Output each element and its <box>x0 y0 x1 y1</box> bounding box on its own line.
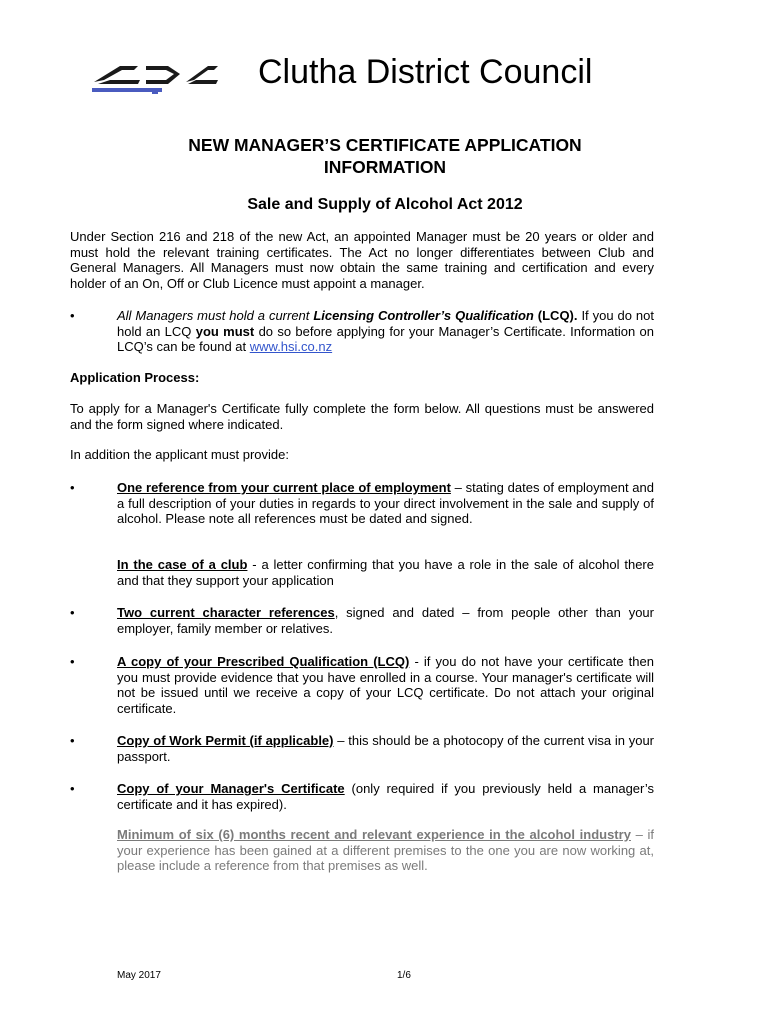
hsi-link[interactable]: www.hsi.co.nz <box>249 339 333 355</box>
intro-paragraph: Under Section 216 and 218 of the new Act, an appointed Manager must be 20 years or older and must hold the relevant training certificates. The Act no longer differentiates between Club and General Managers. All Managers must now obtain the same training and certification and every holder of an On, Off or Club Licence must appoint a manager. <box>70 229 654 291</box>
process-paragraph: To apply for a Manager's Certificate fully complete the form below. All questions must be answered and the form signed where indicated. <box>70 401 654 432</box>
lcq-part1: All Managers must hold a current <box>117 308 314 323</box>
requirement-experience <box>117 827 654 874</box>
lcq-part2: (LCQ). <box>533 308 578 323</box>
lcq-part4: do so before applying for your Manager’s Certificate. Information on LCQ’s can be found at <box>117 323 654 355</box>
requirement-managers-certificate <box>117 781 654 812</box>
bullet-symbol: • <box>70 654 75 669</box>
footer-date: May 2017 <box>117 970 161 981</box>
requirement-lcq-copy <box>117 654 654 716</box>
requirement-heading: Copy of Work Permit (if applicable) <box>117 733 334 748</box>
requirement-club <box>117 557 654 588</box>
process-heading: Application Process: <box>70 370 200 385</box>
lcq-bullet-text <box>117 308 654 355</box>
requirement-heading: A copy of your Prescribed Qualification (LCQ) <box>117 654 410 669</box>
lcq-part3: If you do not hold an LCQ <box>117 308 654 339</box>
requirement-reference <box>117 480 654 527</box>
document-title <box>70 134 700 178</box>
footer-page-number: 1/6 <box>397 970 411 981</box>
title-line-2: INFORMATION <box>323 157 447 177</box>
title-line-1: NEW MANAGER’S CERTIFICATE APPLICATION <box>188 135 582 155</box>
lcq-bold: you must <box>195 323 255 339</box>
lcq-bold-italic: Licensing Controller’s Qualification <box>313 308 534 323</box>
requirement-text: – if your experience has been gained at a different premises to the one you are now working at, please include a reference from that premises as well. <box>117 827 654 874</box>
council-name: Clutha District Council <box>258 53 593 91</box>
requirement-text: (only required if you previously held a manager’s certificate and it has expired). <box>117 781 655 812</box>
requirement-heading: Two current character references <box>117 605 335 620</box>
requirement-text: – this should be a photocopy of the current visa in your passport. <box>117 733 654 764</box>
requirement-text: – stating dates of employment and a full description of your duties in regards to your direct involvement in the sale and supply of alcohol. Please note all references must be dated and signed. <box>117 480 654 527</box>
requirement-work-permit <box>117 733 654 764</box>
cdc-logo-icon <box>90 60 220 94</box>
bullet-symbol: • <box>70 733 75 748</box>
requirement-text: , signed and dated – from people other than your employer, family member or relatives. <box>117 605 654 636</box>
bullet-symbol: • <box>70 480 75 495</box>
requirement-heading: Minimum of six (6) months recent and relevant experience in the alcohol industry <box>117 827 631 842</box>
requirement-heading: One reference from your current place of employment <box>117 480 451 495</box>
bullet-symbol: • <box>70 605 75 620</box>
addition-paragraph: In addition the applicant must provide: <box>70 447 289 462</box>
bullet-symbol: • <box>70 308 75 323</box>
page-header <box>90 52 690 96</box>
requirement-text: - if you do not have your certificate then you must provide evidence that you have enrolled in a course. Your manager's certificate will not be issued until we receive a copy of your LCQ certificate. Do not attach your original certificate. <box>117 654 654 716</box>
bullet-symbol: • <box>70 781 75 796</box>
requirement-text: - a letter confirming that you have a role in the sale of alcohol there and that they support your application <box>117 557 654 588</box>
requirement-heading: Copy of your Manager's Certificate <box>117 781 345 796</box>
act-title: Sale and Supply of Alcohol Act 2012 <box>247 196 523 213</box>
requirement-character-references <box>117 605 654 636</box>
requirement-heading: In the case of a club <box>117 557 248 572</box>
